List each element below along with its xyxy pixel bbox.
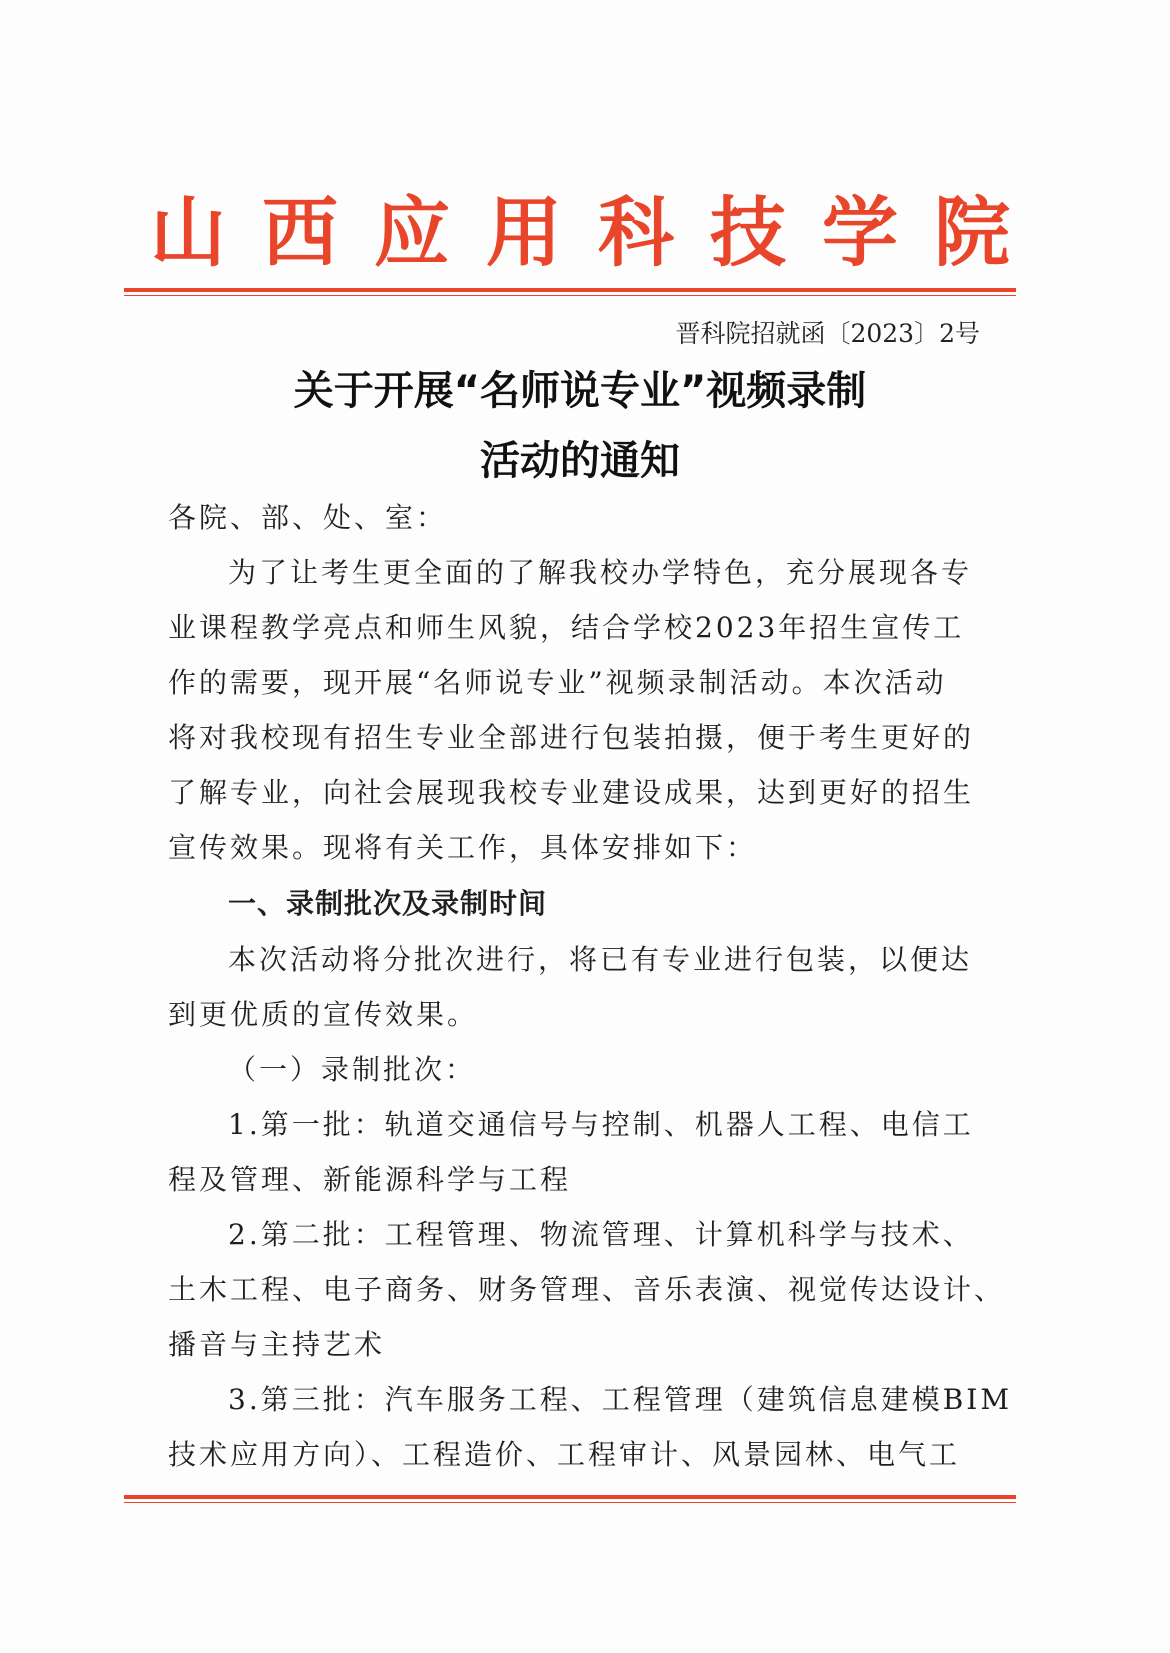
body-line: 作的需要，现开展“名师说专业”视频录制活动。本次活动 [168, 666, 947, 699]
body-line: 到更优质的宣传效果。 [168, 998, 479, 1031]
footer-divider [124, 1495, 1016, 1503]
batch-line: 1.第一批：轨道交通信号与控制、机器人工程、电信工 [228, 1108, 974, 1141]
notice-title-line-2: 活动的通知 [480, 438, 680, 484]
batch-line: 2.第二批：工程管理、物流管理、计算机科学与技术、 [228, 1218, 974, 1251]
batch-line: 土木工程、电子商务、财务管理、音乐表演、视觉传达设计、 [168, 1273, 1006, 1306]
body-line: 本次活动将分批次进行，将已有专业进行包装，以便达 [228, 943, 973, 976]
salutation: 各院、部、处、室： [168, 501, 448, 534]
body-line: 为了让考生更全面的了解我校办学特色，充分展现各专 [228, 556, 973, 589]
batch-line: 3.第三批：汽车服务工程、工程管理（建筑信息建模BIM [228, 1383, 1013, 1416]
batch-line: 播音与主持艺术 [168, 1328, 386, 1361]
document-number: 晋科院招就函〔2023〕2号 [675, 319, 980, 348]
body-line: 业课程教学亮点和师生风貌，结合学校2023年招生宣传工 [168, 611, 965, 644]
body-line: 将对我校现有招生专业全部进行包装拍摄，便于考生更好的 [168, 721, 975, 754]
body-line: 宣传效果。现将有关工作，具体安排如下： [168, 831, 758, 864]
batch-line: 程及管理、新能源科学与工程 [168, 1163, 572, 1196]
letterhead-divider [124, 288, 1016, 296]
section-heading: 一、录制批次及录制时间 [228, 887, 548, 920]
letterhead-title: 山西应用科技学院 [150, 188, 1046, 277]
subsection-heading: （一）录制批次： [228, 1053, 477, 1086]
batch-line: 技术应用方向）、工程造价、工程审计、风景园林、电气工 [168, 1438, 961, 1471]
notice-title-line-1: 关于开展“名师说专业”视频录制 [293, 368, 867, 414]
body-line: 了解专业，向社会展现我校专业建设成果，达到更好的招生 [168, 776, 975, 809]
